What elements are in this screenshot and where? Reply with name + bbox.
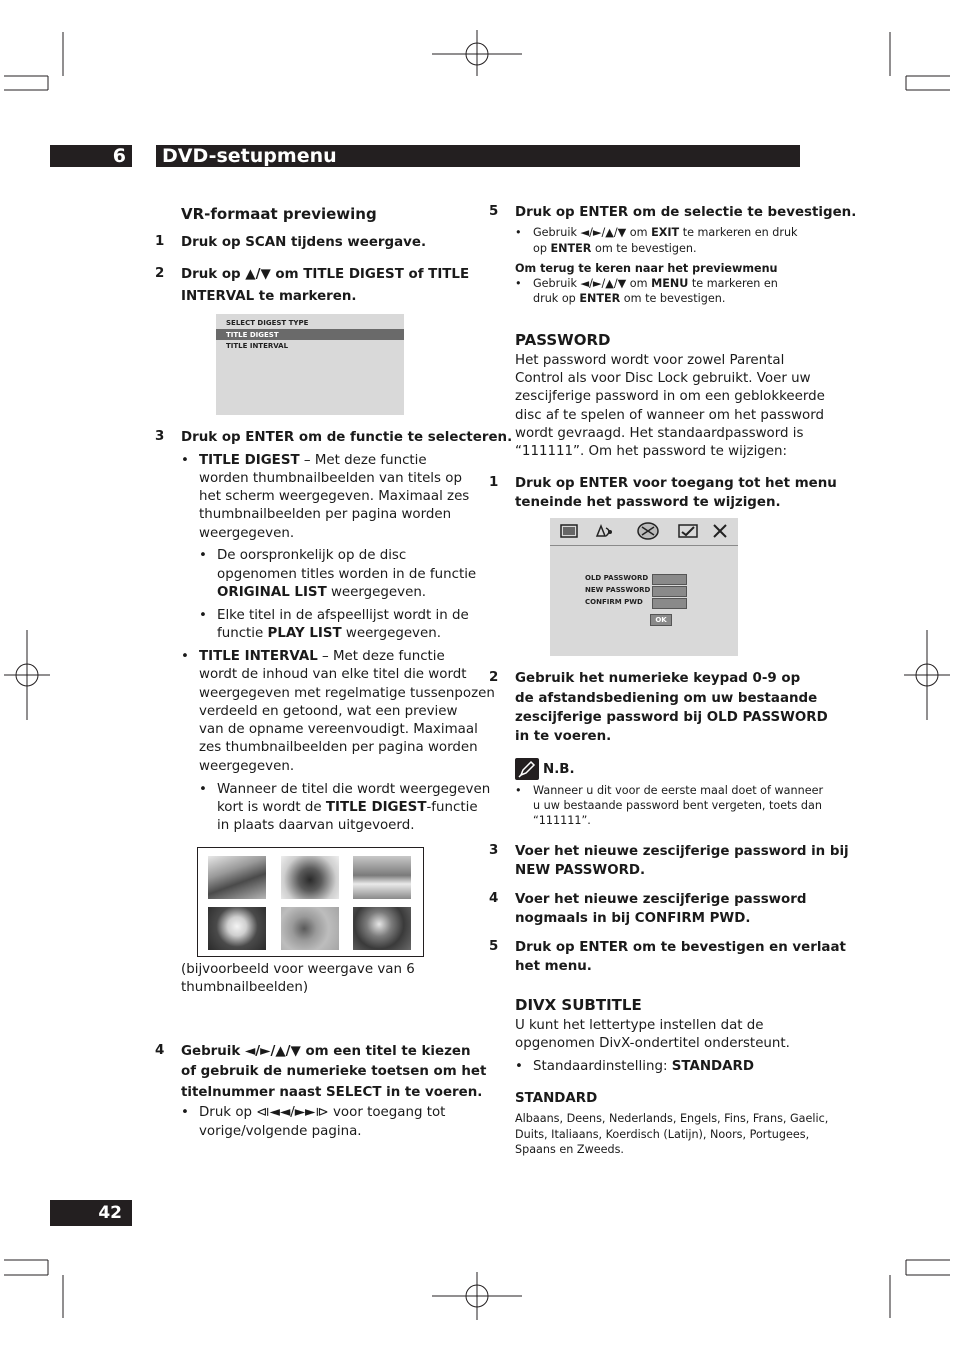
step-number: 5 [489, 204, 499, 219]
section-heading-vr: VR-formaat previewing [181, 205, 377, 223]
step-number: 3 [155, 429, 165, 444]
bullet: • [181, 453, 189, 468]
language-list-line: Albaans, Deens, Nederlands, Engels, Fins, Frans, Gaelic, [515, 1112, 829, 1125]
step-number: 3 [489, 843, 499, 858]
figure-caption: (bijvoorbeeld voor weergave van 6 [181, 962, 415, 977]
new-password-label: NEW PASSWORD [585, 586, 651, 594]
step-text: Druk op ENTER om te bevestigen en verlaat [515, 940, 846, 955]
bullet-text: het scherm weergegeven. Maximaal zes [199, 489, 470, 504]
chapter-number: 6 [112, 145, 126, 167]
step-number: 5 [489, 939, 499, 954]
step-text: Druk op ENTER om de functie te selecteren. [181, 430, 513, 445]
bullet: • [199, 782, 207, 797]
bullet: • [181, 649, 189, 664]
menu-title: SELECT DIGEST TYPE [226, 319, 309, 327]
language-list-line: Duits, Italiaans, Koerdisch (Latijn), Noors, Portugees, [515, 1128, 810, 1141]
step-text: titelnummer naast SELECT in te voeren. [181, 1085, 483, 1100]
note-text: Wanneer u dit voor de eerste maal doet of wanneer [533, 784, 824, 797]
bullet-text: wordt de inhoud van elke titel die wordt [199, 667, 467, 682]
digest-type-menu-screen [216, 314, 404, 415]
step-text: in te voeren. [515, 729, 612, 744]
bullet-text: van de opname vereenvoudigt. Maximaal [199, 722, 478, 737]
note-text: “111111”. [533, 814, 591, 827]
bullet-text: opgenomen titles worden in de functie [217, 567, 477, 582]
bullet-text: op ENTER om te bevestigen. [533, 242, 697, 255]
bullet-text: weergegeven. [199, 526, 295, 541]
step-text: NEW PASSWORD. [515, 863, 646, 878]
menu-icon-bar [550, 518, 738, 546]
step-number: 2 [489, 670, 499, 685]
header-divider [132, 145, 156, 167]
bullet-text: zes thumbnailbeelden per pagina worden [199, 740, 478, 755]
bullet-text: in plaats daarvan uitgevoerd. [217, 818, 415, 833]
bullet-text: Gebruik ◄/►/▲/▼ om EXIT te markeren en druk [533, 226, 798, 239]
step-number: 4 [155, 1043, 165, 1058]
general-setup-icon [560, 523, 578, 539]
step-number: 4 [489, 891, 499, 906]
bullet: • [181, 1105, 189, 1120]
section-heading-password: PASSWORD [515, 331, 611, 349]
thumbnail-image [353, 907, 411, 950]
sub-heading: Om terug te keren naar het previewmenu [515, 262, 778, 275]
step-text: INTERVAL te markeren. [181, 289, 357, 304]
new-password-field [652, 586, 687, 597]
paragraph-line: Het password wordt voor zowel Parental [515, 353, 785, 368]
chapter-title: DVD-setupmenu [162, 145, 337, 167]
bullet-text: Gebruik ◄/►/▲/▼ om MENU te markeren en [533, 277, 778, 290]
bullet: • [515, 226, 522, 239]
bullet: • [515, 784, 522, 797]
bullet-text: worden thumbnailbeelden van titels op [199, 471, 462, 486]
paragraph-line: zescijferige password in om een geblokkeerde [515, 389, 825, 404]
thumbnail-image [208, 907, 266, 950]
step-text: Druk op ▲/▼ om TITLE DIGEST of TITLE [181, 267, 470, 282]
step-text: of gebruik de numerieke toetsen om het [181, 1064, 487, 1079]
thumbnail-image [353, 856, 411, 899]
bullet-text: druk op ENTER om te bevestigen. [533, 292, 726, 305]
paragraph-line: disc af te spelen of wanneer om het password [515, 408, 824, 423]
step-number: 1 [155, 234, 165, 249]
note-pencil-icon [515, 758, 539, 780]
step-text: zescijferige password bij OLD PASSWORD [515, 710, 828, 725]
bullet-text: Elke titel in de afspeellijst wordt in de [217, 608, 469, 623]
thumbnail-image [281, 907, 339, 950]
confirm-password-field [652, 598, 687, 609]
step-text: de afstandsbediening om uw bestaande [515, 691, 818, 706]
default-setting: Standaardinstelling: STANDARD [533, 1059, 754, 1074]
preference-setup-icon [678, 523, 698, 539]
sub-heading-standard: STANDARD [515, 1091, 598, 1106]
bullet-text: thumbnailbeelden per pagina worden [199, 507, 452, 522]
paragraph-line: opgenomen DivX-ondertitel ondersteunt. [515, 1036, 790, 1051]
note-text: u uw bestaande password bent vergeten, toets dan [533, 799, 822, 812]
step-text: Druk op ENTER voor toegang tot het menu [515, 476, 837, 491]
step-text: Druk op SCAN tijdens weergave. [181, 235, 427, 250]
page-number: 42 [50, 1200, 132, 1226]
bullet-text: Wanneer de titel die wordt weergegeven [217, 782, 491, 797]
language-list-line: Spaans en Zweeds. [515, 1143, 624, 1156]
step-number: 1 [489, 475, 499, 490]
bullet-text: ORIGINAL LIST weergegeven. [217, 585, 427, 600]
bullet-text: TITLE DIGEST – Met deze functie [199, 453, 427, 468]
ok-button: OK [650, 614, 672, 626]
step-text: het menu. [515, 959, 592, 974]
paragraph-line: Control als voor Disc Lock gebruikt. Voer uw [515, 371, 811, 386]
step-text: Gebruik het numerieke keypad 0-9 op [515, 671, 801, 686]
paragraph-line: U kunt het lettertype instellen dat de [515, 1018, 764, 1033]
step-number: 2 [155, 266, 165, 281]
confirm-password-label: CONFIRM PWD [585, 598, 643, 606]
thumbnail-image [208, 856, 266, 899]
step-text: nogmaals in bij CONFIRM PWD. [515, 911, 751, 926]
step-text: Gebruik ◄/►/▲/▼ om een titel te kiezen [181, 1044, 471, 1059]
bullet: • [515, 277, 522, 290]
section-heading-divx: DIVX SUBTITLE [515, 996, 642, 1014]
bullet: • [199, 548, 207, 563]
bullet-text: TITLE INTERVAL – Met deze functie [199, 649, 445, 664]
step-text: Voer het nieuwe zescijferige password in bij [515, 844, 849, 859]
password-menu-screen [550, 518, 738, 656]
thumbnail-preview-screen [197, 847, 424, 957]
exit-icon [712, 523, 728, 539]
step-text: Voer het nieuwe zescijferige password [515, 892, 807, 907]
paragraph-line: “111111”. Om het password te wijzigen: [515, 444, 788, 459]
figure-caption: thumbnailbeelden) [181, 980, 309, 995]
menu-item-title-digest: TITLE DIGEST [226, 331, 279, 339]
bullet-text: verdeeld en getoond, wat een preview [199, 704, 458, 719]
old-password-label: OLD PASSWORD [585, 574, 649, 582]
bullet-text: Druk op ⧏◄◄/►►⧐ voor toegang tot [199, 1105, 446, 1120]
bullet: • [515, 1059, 523, 1074]
bullet-text: weergegeven met regelmatige tussenpozen [199, 686, 495, 701]
thumbnail-image [281, 856, 339, 899]
step-text: Druk op ENTER om de selectie te bevestigen. [515, 205, 857, 220]
bullet-text: vorige/volgende pagina. [199, 1124, 362, 1139]
bullet: • [199, 608, 207, 623]
disc-setup-icon [636, 521, 660, 541]
step-text: teneinde het password te wijzigen. [515, 495, 781, 510]
bullet-text: kort is wordt de TITLE DIGEST-functie [217, 800, 478, 815]
note-label: N.B. [543, 762, 575, 777]
bullet-text: weergegeven. [199, 759, 295, 774]
menu-item-title-interval: TITLE INTERVAL [226, 342, 289, 350]
bullet-text: De oorspronkelijk op de disc [217, 548, 407, 563]
paragraph-line: wordt gevraagd. Het standaardpassword is [515, 426, 804, 441]
old-password-field [652, 574, 687, 585]
audio-setup-icon [594, 522, 616, 540]
bullet-text: functie PLAY LIST weergegeven. [217, 626, 441, 641]
